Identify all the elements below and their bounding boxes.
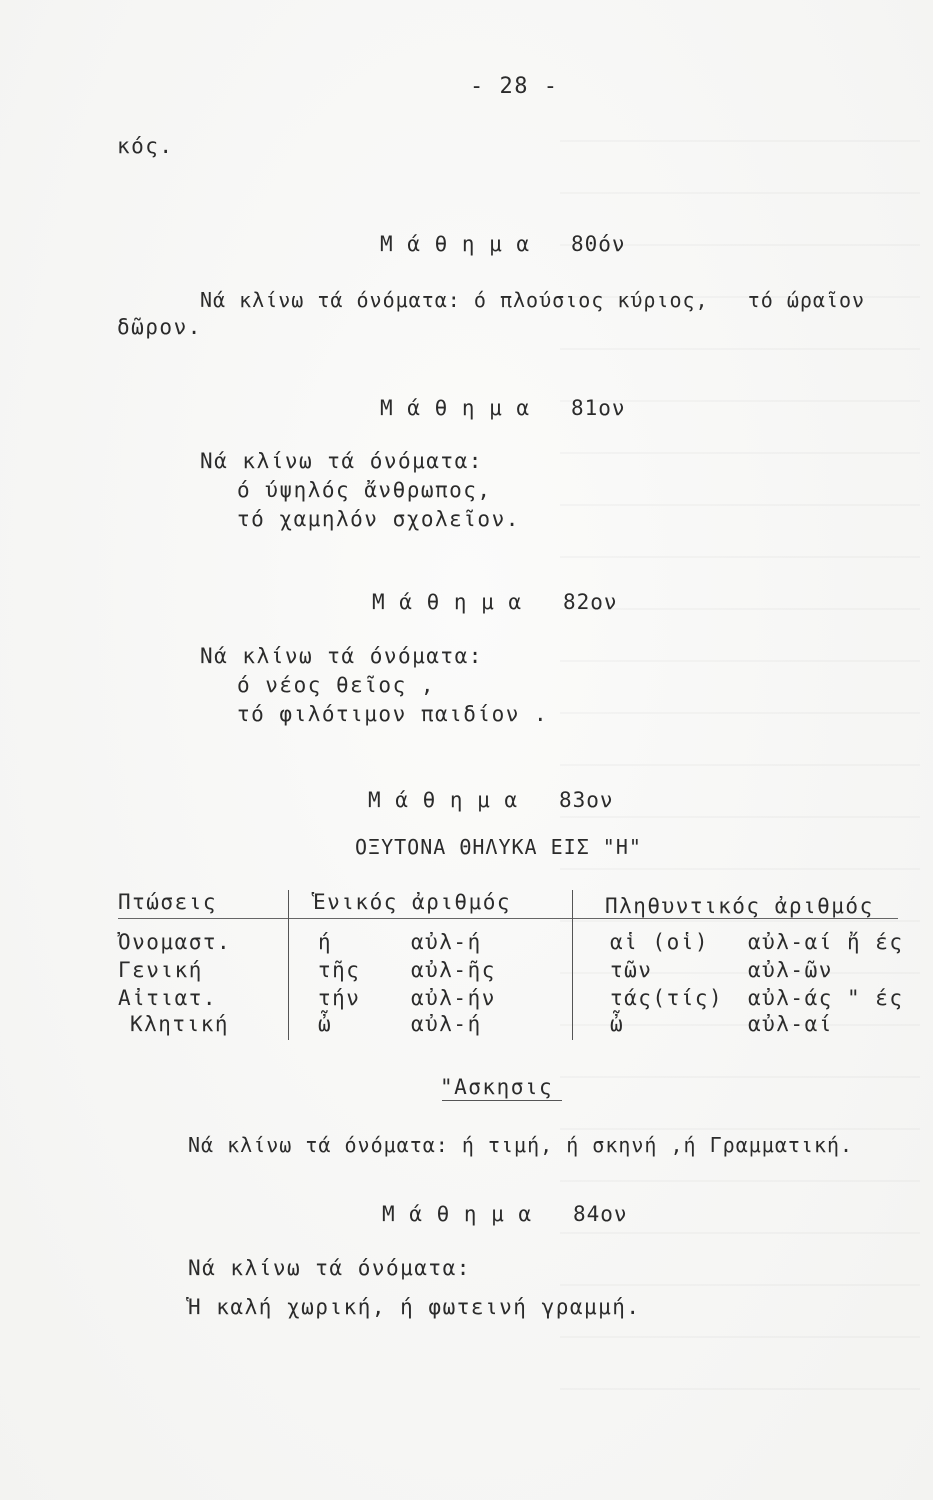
lesson-80-line-1: Νά κλίνω τά όνόματα: ό πλούσιος κύριος, τό ώραῖον <box>200 288 866 312</box>
table-row: τάς(τίς) <box>610 986 724 1010</box>
table-row: ή <box>318 930 333 954</box>
table-row: αὐλ-ήν <box>411 986 496 1010</box>
table-row: αἱ (οἱ) <box>610 930 710 954</box>
exercise-label: "Ασκησις <box>440 1075 554 1099</box>
declension-table <box>118 888 908 1046</box>
lesson-82-line-3: τό φιλότιμον παιδίον . <box>237 702 549 726</box>
table-column-divider <box>572 890 573 1040</box>
table-header-plural: Πληθυντικός ἀριθμός <box>605 894 874 918</box>
table-row: Αἰτιατ. <box>118 986 218 1010</box>
lesson-81-line-1: Νά κλίνω τά όνόματα: <box>200 449 483 473</box>
table-row: αὐλ-ή <box>411 930 482 954</box>
table-row: αὐλ-αί ἤ ές <box>748 930 904 954</box>
lesson-82-title: Μ ά θ η μ α 82ον <box>372 590 618 614</box>
lesson-84-line-1: Νά κλίνω τά όνόματα: <box>188 1256 471 1280</box>
lesson-81-line-3: τό χαμηλόν σχολεῖον. <box>237 507 520 531</box>
table-row: τῆς <box>318 958 361 982</box>
lesson-82-line-2: ό νέος θεῖος , <box>237 673 436 697</box>
table-row: αὐλ-άς " ές <box>748 986 904 1010</box>
lesson-81-line-2: ό ύψηλός ἄνθρωπος, <box>237 478 492 502</box>
lesson-84-title: Μ ά θ η μ α 84ον <box>382 1202 628 1226</box>
table-row: Γενική <box>118 958 203 982</box>
table-row: τῶν <box>610 958 653 982</box>
table-row: αὐλ-ή <box>411 1012 482 1036</box>
lesson-80-line-2: δῶρον. <box>117 315 202 339</box>
table-row: αὐλ-αί <box>748 1012 833 1036</box>
lesson-82-line-1: Νά κλίνω τά όνόματα: <box>200 644 483 668</box>
exercise-text: Νά κλίνω τά όνόματα: ή τιμή, ή σκηνή ,ή Γραμματική. <box>188 1133 854 1157</box>
table-row: αὐλ-ῶν <box>748 958 833 982</box>
lesson-84-line-2: Ἡ καλή χωρική, ή φωτεινή γραμμή. <box>188 1295 641 1319</box>
lesson-83-subtitle: ΟΞΥΤΟΝΑ ΘΗΛΥΚΑ ΕΙΣ "Η" <box>355 835 642 859</box>
table-row: ὦ <box>318 1012 333 1036</box>
table-header-divider <box>118 918 898 919</box>
table-row: Κλητική <box>130 1012 230 1036</box>
lesson-81-title: Μ ά θ η μ α 81ον <box>380 396 626 420</box>
table-row: αὐλ-ῆς <box>411 958 496 982</box>
table-row: Ὀνομαστ. <box>118 930 232 954</box>
text-fragment: κός. <box>117 134 174 158</box>
table-header-cases: Πτώσεις <box>118 890 218 914</box>
lesson-80-title: Μ ά θ η μ α 80όν <box>380 232 626 256</box>
page-number: - 28 - <box>470 74 559 99</box>
table-row: τήν <box>318 986 361 1010</box>
table-column-divider <box>288 890 289 1040</box>
lesson-83-title: Μ ά θ η μ α 83ον <box>368 788 614 812</box>
table-header-singular: Ἑνικός ἀριθμός <box>313 890 512 914</box>
table-row: ὦ <box>610 1012 625 1036</box>
exercise-underline <box>442 1100 562 1101</box>
